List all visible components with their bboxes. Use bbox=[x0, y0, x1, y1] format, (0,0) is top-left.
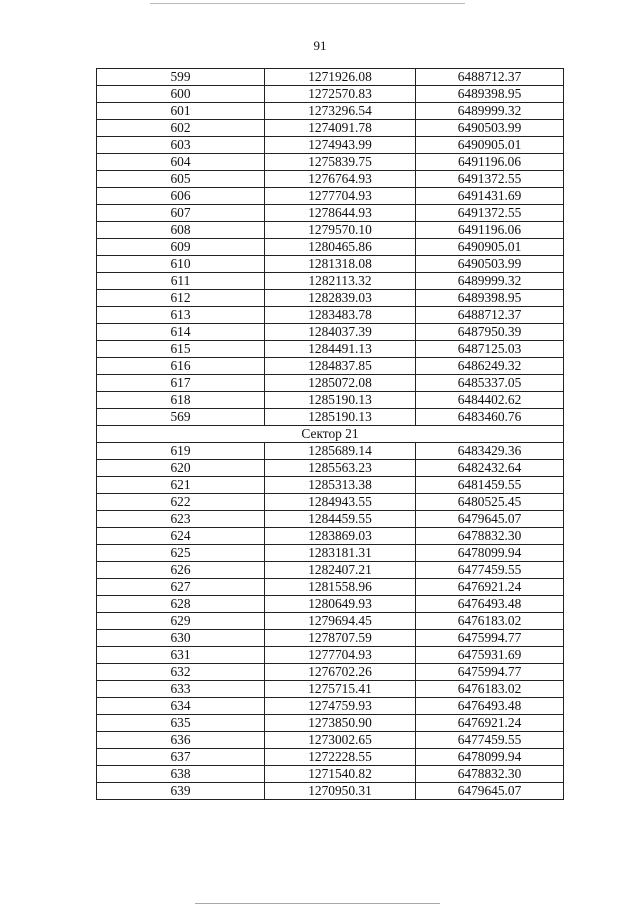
y-coordinate-cell: 6481459.55 bbox=[416, 477, 564, 494]
table-row bbox=[97, 681, 564, 698]
point-number-cell: 628 bbox=[97, 596, 265, 613]
x-coordinate-cell: 1281318.08 bbox=[265, 256, 416, 273]
y-coordinate-cell: 6476493.48 bbox=[416, 596, 564, 613]
table-row bbox=[97, 477, 564, 494]
table-row bbox=[97, 120, 564, 137]
table-row bbox=[97, 171, 564, 188]
table-row bbox=[97, 766, 564, 783]
sector-header-row bbox=[97, 426, 564, 443]
point-number-cell: 625 bbox=[97, 545, 265, 562]
point-number-cell: 602 bbox=[97, 120, 265, 137]
x-coordinate-cell: 1285313.38 bbox=[265, 477, 416, 494]
x-coordinate-cell: 1285563.23 bbox=[265, 460, 416, 477]
table-row bbox=[97, 664, 564, 681]
y-coordinate-cell: 6483460.76 bbox=[416, 409, 564, 426]
point-number-cell: 615 bbox=[97, 341, 265, 358]
point-number-cell: 614 bbox=[97, 324, 265, 341]
table-row bbox=[97, 307, 564, 324]
table-row bbox=[97, 358, 564, 375]
x-coordinate-cell: 1283181.31 bbox=[265, 545, 416, 562]
point-number-cell: 636 bbox=[97, 732, 265, 749]
point-number-cell: 633 bbox=[97, 681, 265, 698]
y-coordinate-cell: 6486249.32 bbox=[416, 358, 564, 375]
x-coordinate-cell: 1278644.93 bbox=[265, 205, 416, 222]
y-coordinate-cell: 6488712.37 bbox=[416, 69, 564, 86]
y-coordinate-cell: 6479645.07 bbox=[416, 511, 564, 528]
y-coordinate-cell: 6478832.30 bbox=[416, 766, 564, 783]
point-number-cell: 638 bbox=[97, 766, 265, 783]
y-coordinate-cell: 6478099.94 bbox=[416, 749, 564, 766]
y-coordinate-cell: 6483429.36 bbox=[416, 443, 564, 460]
table-row bbox=[97, 528, 564, 545]
x-coordinate-cell: 1271926.08 bbox=[265, 69, 416, 86]
y-coordinate-cell: 6491372.55 bbox=[416, 205, 564, 222]
point-number-cell: 613 bbox=[97, 307, 265, 324]
coordinates-table-body bbox=[97, 69, 564, 800]
point-number-cell: 604 bbox=[97, 154, 265, 171]
table-row bbox=[97, 375, 564, 392]
point-number-cell: 610 bbox=[97, 256, 265, 273]
y-coordinate-cell: 6491431.69 bbox=[416, 188, 564, 205]
point-number-cell: 634 bbox=[97, 698, 265, 715]
table-row bbox=[97, 273, 564, 290]
x-coordinate-cell: 1277704.93 bbox=[265, 188, 416, 205]
point-number-cell: 639 bbox=[97, 783, 265, 800]
y-coordinate-cell: 6476183.02 bbox=[416, 613, 564, 630]
y-coordinate-cell: 6476183.02 bbox=[416, 681, 564, 698]
table-row bbox=[97, 579, 564, 596]
table-row bbox=[97, 188, 564, 205]
x-coordinate-cell: 1285190.13 bbox=[265, 392, 416, 409]
table-row bbox=[97, 715, 564, 732]
point-number-cell: 605 bbox=[97, 171, 265, 188]
table-row bbox=[97, 205, 564, 222]
y-coordinate-cell: 6476921.24 bbox=[416, 579, 564, 596]
x-coordinate-cell: 1281558.96 bbox=[265, 579, 416, 596]
scan-edge-bottom bbox=[195, 903, 440, 904]
table-row bbox=[97, 256, 564, 273]
point-number-cell: 606 bbox=[97, 188, 265, 205]
x-coordinate-cell: 1280465.86 bbox=[265, 239, 416, 256]
y-coordinate-cell: 6489999.32 bbox=[416, 103, 564, 120]
y-coordinate-cell: 6489999.32 bbox=[416, 273, 564, 290]
point-number-cell: 611 bbox=[97, 273, 265, 290]
point-number-cell: 607 bbox=[97, 205, 265, 222]
y-coordinate-cell: 6491372.55 bbox=[416, 171, 564, 188]
table-row bbox=[97, 783, 564, 800]
point-number-cell: 629 bbox=[97, 613, 265, 630]
y-coordinate-cell: 6489398.95 bbox=[416, 290, 564, 307]
point-number-cell: 600 bbox=[97, 86, 265, 103]
y-coordinate-cell: 6484402.62 bbox=[416, 392, 564, 409]
table-row bbox=[97, 545, 564, 562]
table-row bbox=[97, 324, 564, 341]
table-row bbox=[97, 443, 564, 460]
x-coordinate-cell: 1272228.55 bbox=[265, 749, 416, 766]
point-number-cell: 630 bbox=[97, 630, 265, 647]
x-coordinate-cell: 1279570.10 bbox=[265, 222, 416, 239]
x-coordinate-cell: 1274091.78 bbox=[265, 120, 416, 137]
table-row bbox=[97, 409, 564, 426]
x-coordinate-cell: 1284459.55 bbox=[265, 511, 416, 528]
y-coordinate-cell: 6480525.45 bbox=[416, 494, 564, 511]
x-coordinate-cell: 1274943.99 bbox=[265, 137, 416, 154]
point-number-cell: 618 bbox=[97, 392, 265, 409]
point-number-cell: 619 bbox=[97, 443, 265, 460]
point-number-cell: 569 bbox=[97, 409, 265, 426]
y-coordinate-cell: 6487125.03 bbox=[416, 341, 564, 358]
point-number-cell: 637 bbox=[97, 749, 265, 766]
point-number-cell: 599 bbox=[97, 69, 265, 86]
table-row bbox=[97, 613, 564, 630]
y-coordinate-cell: 6487950.39 bbox=[416, 324, 564, 341]
x-coordinate-cell: 1283483.78 bbox=[265, 307, 416, 324]
point-number-cell: 624 bbox=[97, 528, 265, 545]
x-coordinate-cell: 1283869.03 bbox=[265, 528, 416, 545]
x-coordinate-cell: 1276702.26 bbox=[265, 664, 416, 681]
point-number-cell: 622 bbox=[97, 494, 265, 511]
table-row bbox=[97, 341, 564, 358]
table-row bbox=[97, 239, 564, 256]
table-row bbox=[97, 596, 564, 613]
x-coordinate-cell: 1275715.41 bbox=[265, 681, 416, 698]
y-coordinate-cell: 6488712.37 bbox=[416, 307, 564, 324]
table-row bbox=[97, 103, 564, 120]
y-coordinate-cell: 6476921.24 bbox=[416, 715, 564, 732]
point-number-cell: 621 bbox=[97, 477, 265, 494]
x-coordinate-cell: 1282113.32 bbox=[265, 273, 416, 290]
x-coordinate-cell: 1273002.65 bbox=[265, 732, 416, 749]
y-coordinate-cell: 6490905.01 bbox=[416, 239, 564, 256]
x-coordinate-cell: 1276764.93 bbox=[265, 171, 416, 188]
point-number-cell: 635 bbox=[97, 715, 265, 732]
point-number-cell: 631 bbox=[97, 647, 265, 664]
x-coordinate-cell: 1282407.21 bbox=[265, 562, 416, 579]
page-number: 91 bbox=[313, 38, 327, 53]
x-coordinate-cell: 1285072.08 bbox=[265, 375, 416, 392]
table-row bbox=[97, 392, 564, 409]
y-coordinate-cell: 6491196.06 bbox=[416, 222, 564, 239]
table-row bbox=[97, 732, 564, 749]
y-coordinate-cell: 6489398.95 bbox=[416, 86, 564, 103]
table-row bbox=[97, 562, 564, 579]
x-coordinate-cell: 1274759.93 bbox=[265, 698, 416, 715]
x-coordinate-cell: 1280649.93 bbox=[265, 596, 416, 613]
point-number-cell: 608 bbox=[97, 222, 265, 239]
table-row bbox=[97, 290, 564, 307]
x-coordinate-cell: 1284491.13 bbox=[265, 341, 416, 358]
x-coordinate-cell: 1270950.31 bbox=[265, 783, 416, 800]
x-coordinate-cell: 1275839.75 bbox=[265, 154, 416, 171]
point-number-cell: 601 bbox=[97, 103, 265, 120]
table-row bbox=[97, 749, 564, 766]
x-coordinate-cell: 1284037.39 bbox=[265, 324, 416, 341]
point-number-cell: 620 bbox=[97, 460, 265, 477]
scan-edge-top bbox=[150, 3, 465, 4]
y-coordinate-cell: 6477459.55 bbox=[416, 732, 564, 749]
point-number-cell: 617 bbox=[97, 375, 265, 392]
x-coordinate-cell: 1284837.85 bbox=[265, 358, 416, 375]
x-coordinate-cell: 1279694.45 bbox=[265, 613, 416, 630]
table-row bbox=[97, 630, 564, 647]
table-row bbox=[97, 647, 564, 664]
point-number-cell: 609 bbox=[97, 239, 265, 256]
point-number-cell: 626 bbox=[97, 562, 265, 579]
y-coordinate-cell: 6482432.64 bbox=[416, 460, 564, 477]
table-row bbox=[97, 154, 564, 171]
table-row bbox=[97, 69, 564, 86]
y-coordinate-cell: 6491196.06 bbox=[416, 154, 564, 171]
table-row bbox=[97, 460, 564, 477]
x-coordinate-cell: 1272570.83 bbox=[265, 86, 416, 103]
y-coordinate-cell: 6490905.01 bbox=[416, 137, 564, 154]
table-row bbox=[97, 86, 564, 103]
sector-label: Сектор 21 bbox=[97, 426, 564, 443]
point-number-cell: 616 bbox=[97, 358, 265, 375]
point-number-cell: 612 bbox=[97, 290, 265, 307]
point-number-cell: 623 bbox=[97, 511, 265, 528]
y-coordinate-cell: 6477459.55 bbox=[416, 562, 564, 579]
table-row bbox=[97, 222, 564, 239]
x-coordinate-cell: 1271540.82 bbox=[265, 766, 416, 783]
y-coordinate-cell: 6485337.05 bbox=[416, 375, 564, 392]
y-coordinate-cell: 6490503.99 bbox=[416, 256, 564, 273]
table-row bbox=[97, 511, 564, 528]
table-row bbox=[97, 137, 564, 154]
x-coordinate-cell: 1285190.13 bbox=[265, 409, 416, 426]
x-coordinate-cell: 1282839.03 bbox=[265, 290, 416, 307]
y-coordinate-cell: 6479645.07 bbox=[416, 783, 564, 800]
y-coordinate-cell: 6478099.94 bbox=[416, 545, 564, 562]
y-coordinate-cell: 6490503.99 bbox=[416, 120, 564, 137]
table-row bbox=[97, 698, 564, 715]
y-coordinate-cell: 6476493.48 bbox=[416, 698, 564, 715]
x-coordinate-cell: 1285689.14 bbox=[265, 443, 416, 460]
coordinates-table bbox=[96, 68, 564, 800]
point-number-cell: 632 bbox=[97, 664, 265, 681]
x-coordinate-cell: 1277704.93 bbox=[265, 647, 416, 664]
point-number-cell: 627 bbox=[97, 579, 265, 596]
table-row bbox=[97, 494, 564, 511]
x-coordinate-cell: 1273850.90 bbox=[265, 715, 416, 732]
y-coordinate-cell: 6478832.30 bbox=[416, 528, 564, 545]
y-coordinate-cell: 6475931.69 bbox=[416, 647, 564, 664]
y-coordinate-cell: 6475994.77 bbox=[416, 664, 564, 681]
x-coordinate-cell: 1278707.59 bbox=[265, 630, 416, 647]
x-coordinate-cell: 1273296.54 bbox=[265, 103, 416, 120]
x-coordinate-cell: 1284943.55 bbox=[265, 494, 416, 511]
y-coordinate-cell: 6475994.77 bbox=[416, 630, 564, 647]
point-number-cell: 603 bbox=[97, 137, 265, 154]
